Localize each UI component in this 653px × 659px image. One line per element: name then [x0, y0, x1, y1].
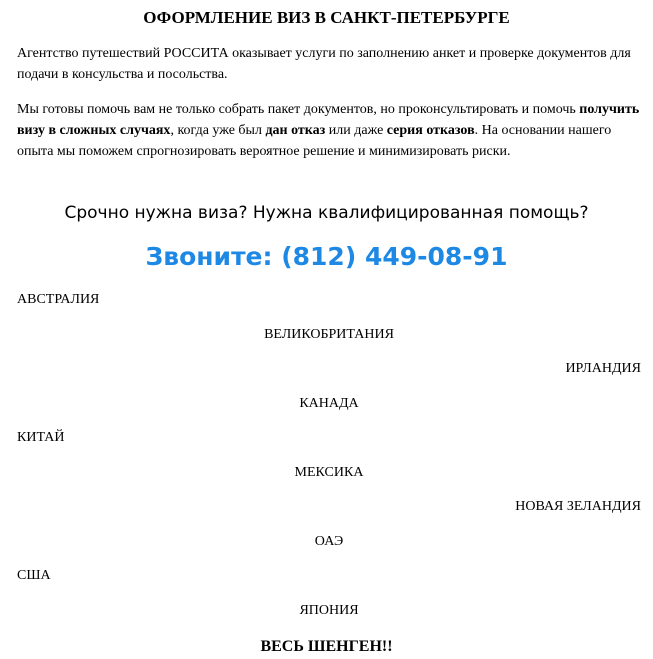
country-link-china[interactable]: КИТАЙ: [17, 430, 65, 445]
country-link-canada[interactable]: КАНАДА: [299, 396, 359, 411]
country-link-new-zealand[interactable]: НОВАЯ ЗЕЛАНДИЯ: [515, 499, 641, 514]
hard-cases-bold: получить визу в сложных случаях: [17, 102, 640, 138]
schengen-link[interactable]: ВЕСЬ ШЕНГЕН!!: [260, 638, 393, 655]
urgent-heading: Срочно нужна виза? Нужна квалифицированная помощь?: [64, 203, 589, 223]
services-text-4: . На основании нашего опыта мы поможем спрогнозировать вероятное решение и минимизировать риски.: [17, 123, 612, 159]
country-link-australia[interactable]: АВСТРАЛИЯ: [17, 292, 100, 307]
phone-number-link[interactable]: Звоните: (812) 449-08-91: [145, 242, 508, 271]
page-title: ОФОРМЛЕНИЕ ВИЗ В САНКТ-ПЕТЕРБУРГЕ: [143, 8, 510, 27]
country-link-mexico[interactable]: МЕКСИКА: [294, 465, 364, 480]
services-text-2: , когда уже был: [170, 123, 266, 138]
refusal-bold: дан отказ: [265, 123, 326, 138]
country-link-japan[interactable]: ЯПОНИЯ: [299, 603, 359, 618]
services-paragraph: [17, 99, 642, 162]
services-text-1: Мы готовы помочь вам не только собрать пакет документов, но проконсультировать и помочь: [17, 102, 580, 117]
intro-paragraph: Агентство путешествий РОССИТА оказывает услуги по заполнению анкет и проверке документов для подачи в консульства и посольства.: [17, 46, 631, 82]
services-text-3: или даже: [325, 123, 387, 138]
country-link-uae[interactable]: ОАЭ: [314, 534, 344, 549]
country-link-ireland[interactable]: ИРЛАНДИЯ: [565, 361, 641, 376]
country-link-uk[interactable]: ВЕЛИКОБРИТАНИЯ: [264, 327, 394, 342]
phone-callout[interactable]: [0, 242, 653, 271]
country-link-usa[interactable]: США: [17, 568, 51, 583]
refusal-series-bold: серия отказов: [386, 123, 475, 138]
